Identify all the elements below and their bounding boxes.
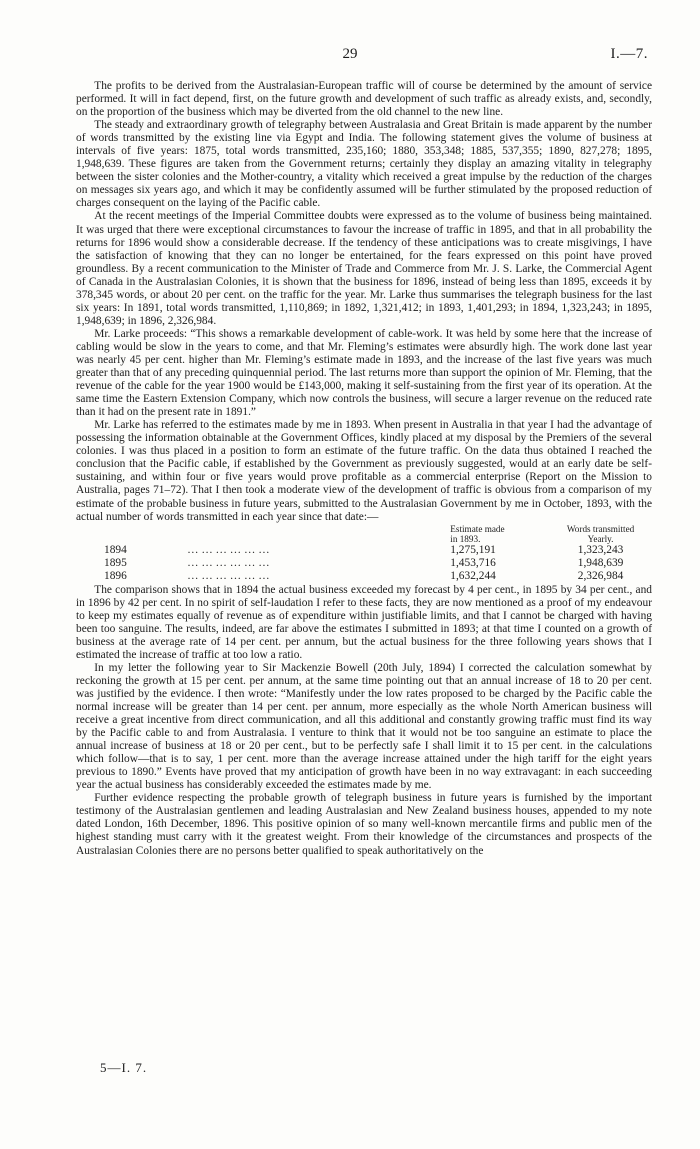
paragraph: Further evidence respecting the probable growth of telegraph business in future years is furnished by the important testimony of the Australasian gentlemen and leading Australasian and New Zealand business houses, appended to my note dated London, 16th December, 1896. This positive opinion of so many well-known mercantile firms and public men of the highest standing must carry with it the greatest weight. From their knowledge of the circumstances and prospects of the Australasian Colonies there are no persons better qualified to speak authoritatively on the	[76, 792, 652, 857]
leader-dots: … … … … … …	[187, 569, 270, 582]
table-row	[76, 544, 652, 557]
table-row	[76, 557, 652, 570]
actual-cell: 1,948,639	[577, 556, 624, 569]
document-reference: I.—7.	[610, 46, 648, 62]
year-cell: 1894	[104, 543, 127, 556]
table-header-row	[76, 524, 652, 544]
words-comparison-table	[76, 524, 652, 583]
paragraph: The profits to be derived from the Australasian-European traffic will of course be determined by the amount of service performed. It will in fact depend, first, on the future growth and development of such traffic as already exists, and, secondly, on the proportion of the business which may be diverted from the old channel to the new line.	[76, 80, 652, 119]
actual-column-header: Words transmitted Yearly.	[566, 523, 635, 544]
estimate-cell: 1,632,244	[450, 569, 496, 582]
paragraph: The steady and extraordinary growth of telegraphy between Australasia and Great Britain is made apparent by the number of words transmitted by the existing line via Egypt and India. The following statement gives the volume of business at intervals of five years: 1875, total words transmitted, 235,160; 1880, 353,348; 1885, 537,355; 1890, 827,278; 1895, 1,948,639. These figures are taken from the Government returns; certainly they display an amazing vitality in telegraphy between the sister colonies and the Mother-country, a vitality which received a great impulse by the reduction of the charges on messages six years ago, and which it may be confidently assumed will be further stimulated by the proposed reduction of charges consequent on the laying of the Pacific cable.	[76, 119, 652, 210]
table-row	[76, 570, 652, 583]
paragraph: Mr. Larke has referred to the estimates made by me in 1893. When present in Australia in that year I had the advantage of possessing the information obtainable at the Government Offices, kindly placed at my disposal by the Premiers of the several colonies. I was thus placed in a position to form an estimate of the future traffic. On the data thus obtained I reached the conclusion that the Pacific cable, if established by the Government as previously suggested, would at an early date be self-sustaining, and within four or five years would prove profitable as a commercial enterprise (Report on the Mission to Australia, pages 71–72). That I then took a moderate view of the development of traffic is obvious from a comparison of my estimate of the probable business in future years, submitted to the Australasian Government by me in October, 1893, with the actual number of words transmitted in each year since that date:—	[76, 419, 652, 523]
paragraph: In my letter the following year to Sir Mackenzie Bowell (20th July, 1894) I corrected the calculation somewhat by reckoning the growth at 15 per cent. per annum, at the same time pointing out that an annual increase of 18 to 20 per cent. was justified by the evidence. I then wrote: “Manifestly under the low rates proposed to be charged by the Pacific cable the normal increase will be greater than 14 per cent. per annum, more especially as the whole North American business will receive a great incentive from direct communication, and all this additional and constantly growing traffic must find its way by the Pacific cable to and from Australasia. I venture to think that it would not be too sanguine an estimate to place the annual increase of business at 18 or 20 per cent., but to be perfectly safe I shall limit it to 15 per cent. in the calculations which follow—that is to say, 1 per cent. more than the average increase attained under the high tariff for the eight years previous to 1890.” Events have proved that my anticipation of growth have been in no way extravagant: in each succeeding year the actual business has considerably exceeded the estimates made by me.	[76, 661, 652, 792]
page-number: 29	[342, 46, 358, 62]
paragraph: Mr. Larke proceeds: “This shows a remarkable development of cable-work. It was held by some here that the increase of cabling would be slow in the years to come, and that Mr. Fleming’s estimates were absurdly high. The work done last year was nearly 45 per cent. higher than Mr. Fleming’s estimate made in 1893, and the increase of the last five years was much greater than that of any preceding quinquennial period. The last returns more than support the opinion of Mr. Fleming, that the revenue of the cable for the year 1900 would be £143,000, making it self-sustaining from the first year of its operation. At the same time the Eastern Extension Company, which now controls the business, will secure a larger revenue on the reduced rate than it had on the present rate in 1891.”	[76, 327, 652, 419]
signature-mark: 5—I. 7.	[100, 1060, 148, 1075]
leader-dots: … … … … … …	[187, 543, 270, 556]
paragraph: The comparison shows that in 1894 the actual business exceeded my forecast by 4 per cent., in 1895 by 34 per cent., and in 1896 by 42 per cent. In no spirit of self-laudation I refer to these facts, they are now mentioned as a proof of my endeavour to keep my estimates equally of revenue as of expenditure within justifiable limits, and that I cannot be charged with having been too sanguine. The results, indeed, are far above the estimates I submitted in 1893; at that time I counted on a growth of business at the average rate of 14 per cent. per annum, but the actual business for the three following years shows that I estimated the increase of traffic at too low a ratio.	[76, 583, 652, 661]
estimate-cell: 1,275,191	[450, 543, 496, 556]
leader-dots: … … … … … …	[187, 556, 270, 569]
estimate-cell: 1,453,716	[450, 556, 496, 569]
page-header	[0, 46, 700, 68]
actual-cell: 2,326,984	[577, 569, 624, 582]
year-cell: 1896	[104, 569, 127, 582]
actual-cell: 1,323,243	[577, 543, 624, 556]
paragraph: At the recent meetings of the Imperial Committee doubts were expressed as to the volume of business being maintained. It was urged that there were exceptional circumstances to favour the increase of traffic in 1895, and that in all probability the returns for 1896 would show a considerable decrease. If the tendency of these anticipations was to create misgivings, I have the satisfaction of knowing that they can no longer be entertained, for the fears expressed on this point have proved groundless. By a recent communication to the Minister of Trade and Commerce from Mr. J. S. Larke, the Commercial Agent of Canada in the Australasian Colonies, it is shown that the business for 1896, instead of being less than 1895, exceeds it by 378,345 words, or about 20 per cent. on the traffic for the year. Mr. Larke thus summarises the telegraph business for the last six years: In 1891, total words transmitted, 1,110,869; in 1892, 1,321,412; in 1893, 1,401,293; in 1894, 1,323,243; in 1895, 1,948,639; in 1896, 2,326,984.	[76, 210, 652, 327]
body-text	[76, 80, 652, 858]
year-cell: 1895	[104, 556, 127, 569]
estimate-column-header: Estimate made in 1893.	[450, 523, 505, 544]
